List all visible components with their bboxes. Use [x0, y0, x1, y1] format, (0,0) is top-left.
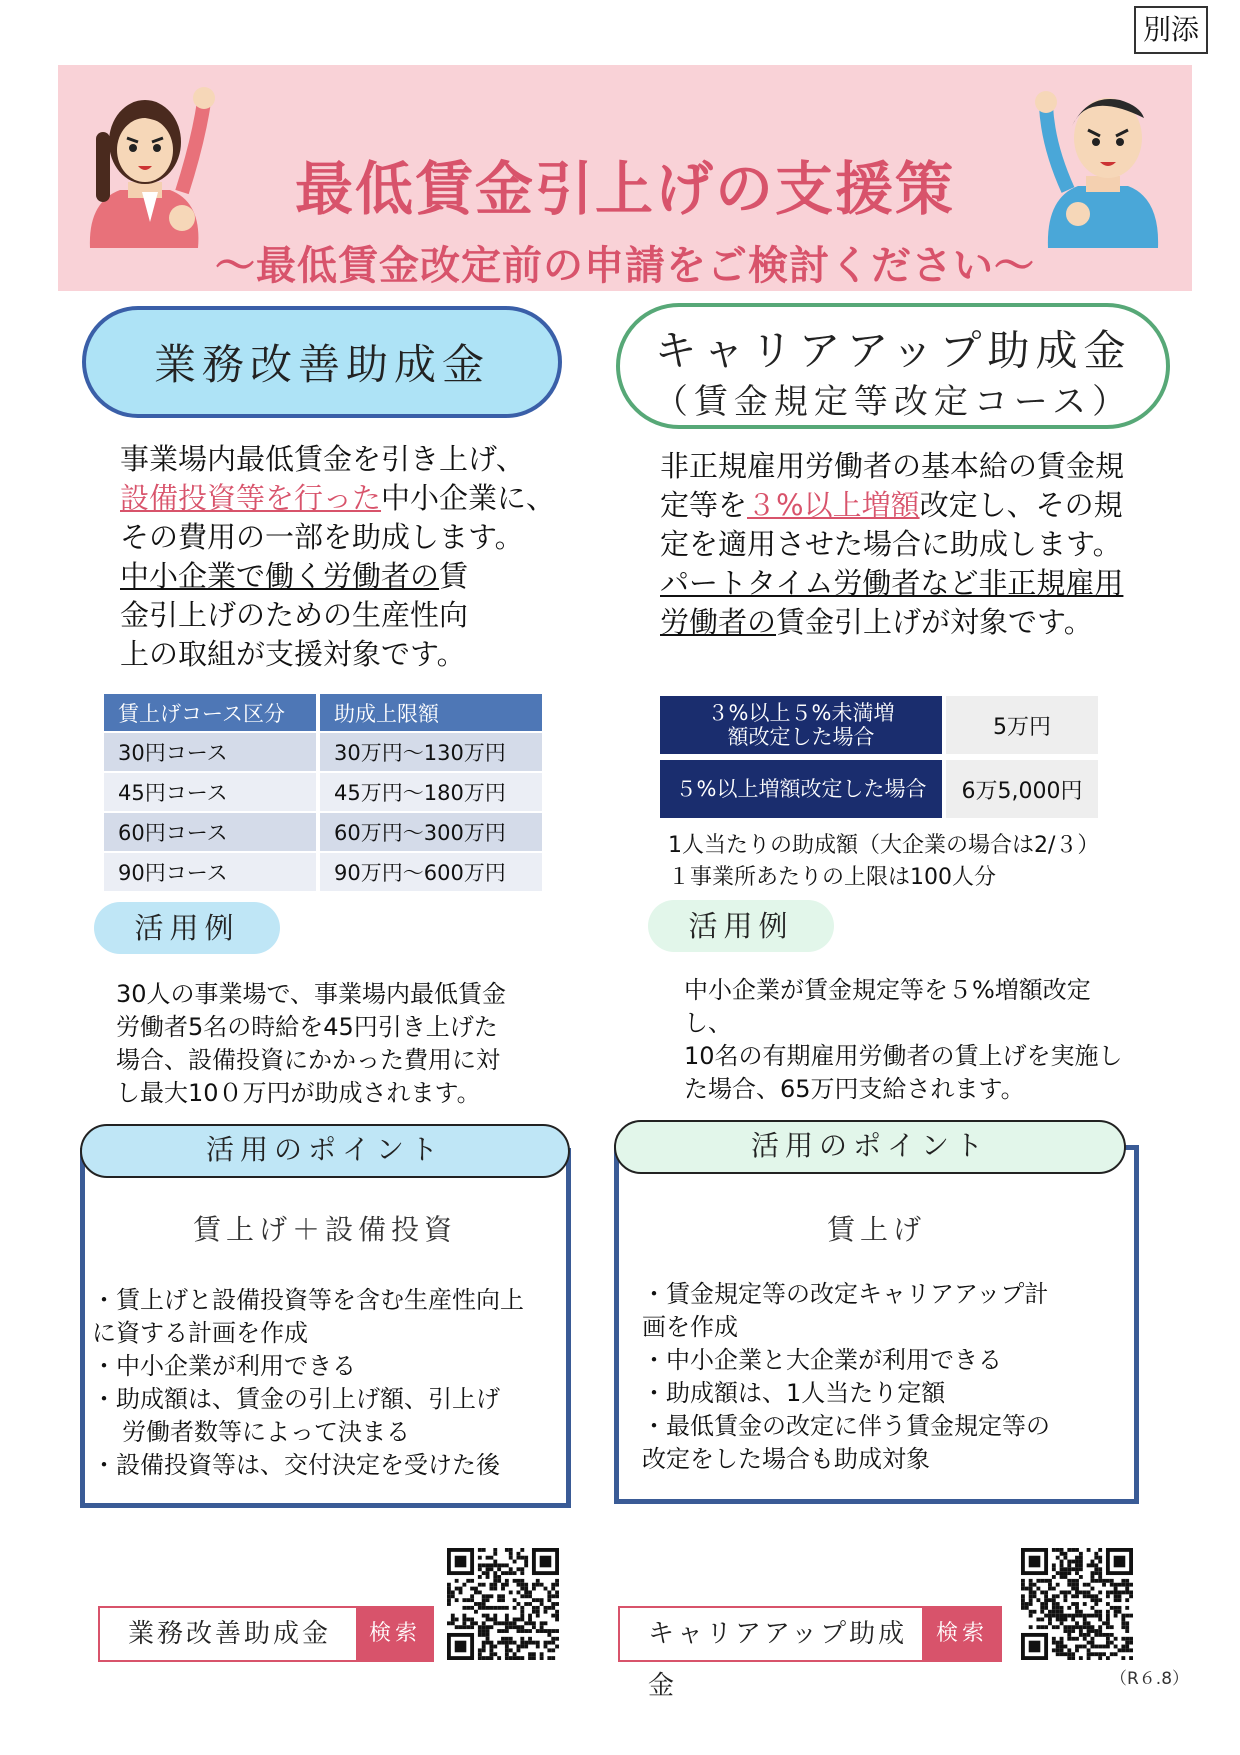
underlined-text: 中小企業で働く労働者の — [120, 559, 440, 593]
desc-line — [120, 479, 560, 518]
example-line: 労働者5名の時給を45円引き上げた — [116, 1013, 498, 1041]
point-item: 画を作成 — [642, 1313, 738, 1341]
point-item: 労働者数等によって決まる — [122, 1418, 410, 1446]
desc-text: 定等を — [660, 488, 748, 522]
page-title: 最低賃金引上げの支援策 — [294, 155, 955, 223]
desc-text: 賃金引上げが対象です。 — [776, 605, 1093, 639]
page-subtitle: ～最低賃金改定前の申請をご検討ください～ — [215, 243, 1035, 289]
right-points-list — [642, 1278, 1132, 1476]
desc-line: その費用の一部を助成します。 — [120, 520, 524, 554]
point-item: ・助成額は、賃金の引上げ額、引上げ — [92, 1385, 500, 1413]
left-example-label: 活用例 — [94, 902, 280, 954]
table-cell: 30万円～130万円 — [320, 731, 542, 771]
table-cell: 30円コース — [104, 731, 320, 771]
right-program-name: キャリアアップ助成金 — [654, 326, 1132, 375]
example-line: 30人の事業場で、事業場内最低賃金 — [116, 980, 507, 1008]
left-search-button[interactable]: 検索 — [356, 1606, 434, 1662]
desc-line: パートタイム労働者など非正規雇用 — [660, 566, 1124, 600]
point-item: ・賃金規定等の改定キャリアアップ計 — [642, 1280, 1049, 1308]
point-item: ・最低賃金の改定に伴う賃金規定等の — [642, 1412, 1050, 1440]
highlight-text: ３%以上増額 — [747, 488, 920, 522]
right-qr-code-icon[interactable] — [1018, 1548, 1136, 1660]
desc-line: 金引上げのための生産性向 — [120, 598, 469, 632]
right-program-course: （賃金規定等改定コース） — [653, 382, 1133, 422]
left-program-description — [120, 440, 560, 674]
desc-text: 中小企業に、 — [381, 481, 556, 515]
increase-5-label: ５%以上増額改定した場合 — [660, 760, 942, 818]
table-row — [104, 811, 542, 851]
desc-line: 定を適用させた場合に助成します。 — [660, 527, 1122, 561]
right-program-description — [660, 447, 1150, 642]
point-item: ・設備投資等は、交付決定を受けた後 — [92, 1451, 500, 1479]
desc-line — [660, 486, 1150, 525]
table-header: 助成上限額 — [320, 694, 542, 731]
left-search-field[interactable]: 業務改善助成金 — [98, 1606, 358, 1662]
table-cell: 90円コース — [104, 851, 320, 891]
right-example-text — [684, 974, 1134, 1106]
point-item: ・助成額は、1人当たり定額 — [642, 1379, 946, 1407]
desc-line: 上の取組が支援対象です。 — [120, 637, 466, 671]
table-cell: 45円コース — [104, 771, 320, 811]
subsidy-note — [668, 830, 1128, 894]
example-line: 場合、設備投資にかかった費用に対 — [116, 1046, 500, 1074]
left-points-header: 活用のポイント — [80, 1124, 570, 1178]
right-search-button[interactable]: 検索 — [922, 1606, 1002, 1662]
increase-5-amount: 6万5,000円 — [946, 760, 1098, 818]
desc-line — [660, 603, 1150, 642]
desc-line — [120, 557, 560, 596]
point-item: ・賃上げと設備投資等を含む生産性向上 — [92, 1286, 524, 1314]
desc-text: 賃 — [439, 559, 469, 593]
left-points-title: 賃上げ＋設備投資 — [192, 1213, 457, 1246]
attachment-tag: 別添 — [1134, 6, 1208, 54]
left-program-name: 業務改善助成金 — [153, 340, 490, 389]
note-line: １事業所あたりの上限は100人分 — [668, 865, 996, 890]
point-item: ・中小企業が利用できる — [92, 1352, 356, 1380]
right-points-header: 活用のポイント — [614, 1120, 1126, 1174]
point-item: 改定をした場合も助成対象 — [642, 1445, 930, 1473]
left-points-list — [92, 1284, 562, 1482]
right-points-title: 賃上げ — [826, 1213, 926, 1246]
highlight-text: 設備投資等を行った — [120, 481, 382, 515]
table-cell: 45万円～180万円 — [320, 771, 542, 811]
table-header: 賃上げコース区分 — [104, 694, 320, 731]
table-cell: 90万円～600万円 — [320, 851, 542, 891]
underlined-text: 労働者の — [660, 605, 777, 639]
desc-text: 改定し、その規 — [919, 488, 1123, 522]
revision-label: （R６.8） — [1110, 1669, 1190, 1689]
table-row — [104, 851, 542, 891]
example-line: た場合、65万円支給されます。 — [684, 1075, 1025, 1103]
table-cell: 60万円～300万円 — [320, 811, 542, 851]
left-example-text — [116, 978, 566, 1110]
table-cell: 60円コース — [104, 811, 320, 851]
table-row — [104, 731, 542, 771]
point-item: ・中小企業と大企業が利用できる — [642, 1346, 1002, 1374]
table-row — [104, 771, 542, 811]
example-line: 10名の有期雇用労働者の賃上げを実施し — [684, 1042, 1123, 1070]
example-line: し最大10０万円が助成されます。 — [116, 1079, 481, 1107]
example-line: 中小企業が賃金規定等を５%増額改定し、 — [684, 976, 1091, 1037]
increase-3-5-label: ３%以上５%未満増額改定した場合 — [660, 696, 942, 754]
note-line: 1人当たりの助成額（大企業の場合は2/３） — [668, 833, 1100, 858]
desc-line: 事業場内最低賃金を引き上げ、 — [120, 442, 525, 476]
increase-3-5-amount: 5万円 — [946, 696, 1098, 754]
right-search-field[interactable]: キャリアアップ助成金 — [618, 1606, 924, 1662]
point-item: に資する計画を作成 — [92, 1319, 308, 1347]
desc-line: 非正規雇用労働者の基本給の賃金規 — [660, 449, 1125, 483]
right-example-label: 活用例 — [648, 900, 834, 952]
course-table — [104, 694, 542, 891]
left-qr-code-icon[interactable] — [444, 1548, 562, 1660]
